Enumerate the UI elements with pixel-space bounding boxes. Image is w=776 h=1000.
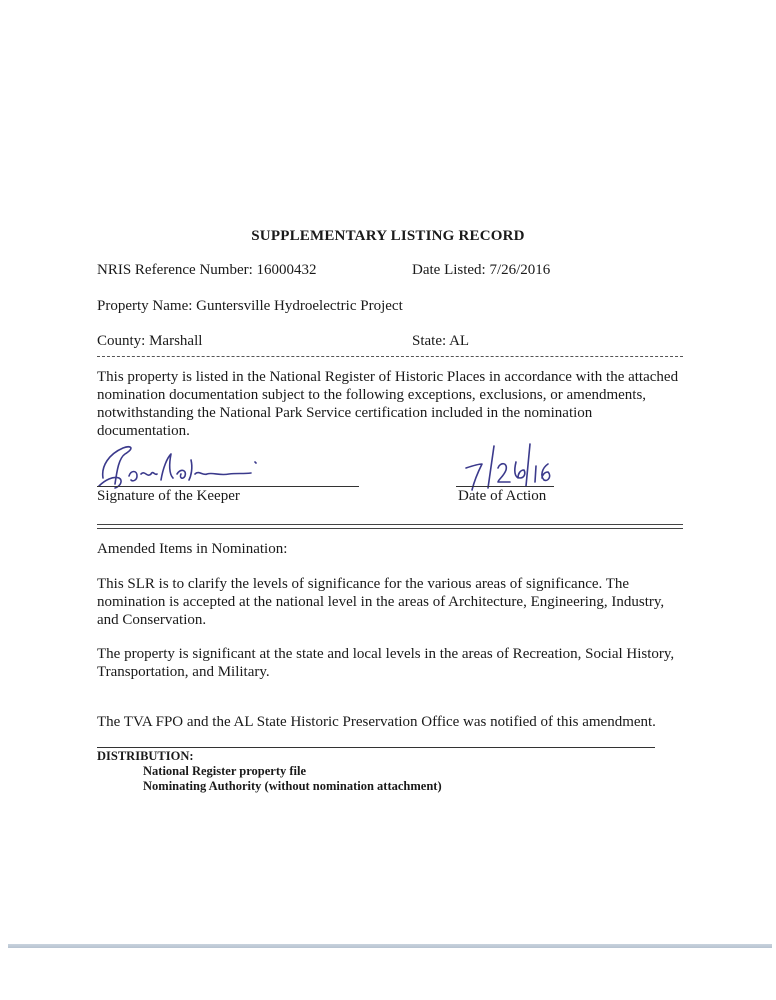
- document-title: SUPPLEMENTARY LISTING RECORD: [251, 228, 525, 244]
- paragraph-line: nomination is accepted at the national level in the areas of Architecture, Engineering, Industry,: [97, 594, 665, 610]
- date-of-action-line: [456, 486, 554, 487]
- statement-line: documentation.: [97, 423, 190, 439]
- distribution-item: National Register property file: [143, 764, 307, 778]
- page-bottom-edge: [8, 944, 772, 948]
- state: State: AL: [412, 333, 470, 349]
- notification-statement: The TVA FPO and the AL State Historic Preservation Office was notified of this amendment.: [97, 714, 656, 730]
- listing-statement: [97, 368, 697, 440]
- distribution-item: Nominating Authority (without nomination attachment): [143, 779, 442, 793]
- statement-line: This property is listed in the National Register of Historic Places in accordance with the attached: [97, 369, 679, 385]
- property-name: Property Name: Guntersville Hydroelectric Project: [97, 298, 403, 314]
- paragraph-line: and Conservation.: [97, 612, 207, 628]
- distribution-rule: [97, 747, 655, 748]
- paragraph-line: Transportation, and Military.: [97, 664, 270, 680]
- dashed-separator: [97, 356, 683, 357]
- amendment-paragraph-1: [97, 575, 697, 629]
- nris-reference: NRIS Reference Number: 16000432: [97, 262, 317, 278]
- amendment-paragraph-2: [97, 645, 697, 681]
- amendments-heading: Amended Items in Nomination:: [97, 541, 288, 557]
- statement-line: notwithstanding the National Park Service certification included in the nomination: [97, 405, 593, 421]
- keeper-signature-line: [97, 486, 359, 487]
- date-of-action-label: Date of Action: [458, 488, 547, 504]
- paragraph-line: The property is significant at the state and local levels in the areas of Recreation, Social History,: [97, 646, 675, 662]
- county: County: Marshall: [97, 333, 203, 349]
- paragraph-line: This SLR is to clarify the levels of significance for the various areas of significance. The: [97, 576, 630, 592]
- statement-line: nomination documentation subject to the following exceptions, exclusions, or amendments,: [97, 387, 647, 403]
- double-separator: [97, 524, 683, 529]
- keeper-signature-label: Signature of the Keeper: [97, 488, 240, 504]
- distribution-heading: DISTRIBUTION:: [97, 749, 194, 763]
- date-listed: Date Listed: 7/26/2016: [412, 262, 551, 278]
